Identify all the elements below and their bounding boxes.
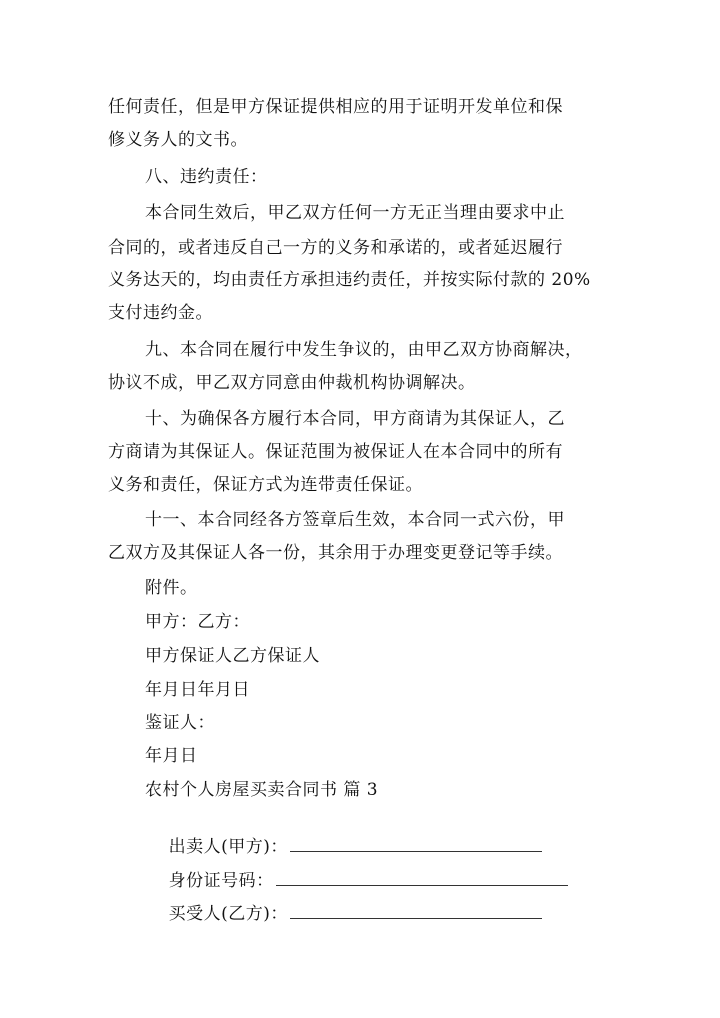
body-text-line: 支付违约金。 <box>108 303 213 323</box>
body-text-line: 本合同生效后，甲乙双方任何一方无正当理由要求中止 <box>145 203 565 223</box>
section-heading: 八、违约责任： <box>145 167 268 187</box>
body-text-line: 十、为确保各方履行本合同，甲方商请为其保证人，乙 <box>145 409 565 429</box>
field-label: 身份证号码： <box>168 871 274 891</box>
buyer-blank[interactable] <box>290 902 542 919</box>
field-label: 买受人(乙方)： <box>168 904 288 924</box>
body-text-line: 义务和责任，保证方式为连带责任保证。 <box>108 475 423 495</box>
guarantor-signature-line: 甲方保证人乙方保证人 <box>145 646 320 666</box>
body-text-line: 合同的，或者违反自己一方的义务和承诺的，或者延迟履行 <box>108 238 563 258</box>
body-text-line: 任何责任，但是甲方保证提供相应的用于证明开发单位和保 <box>108 97 563 117</box>
field-label: 出卖人(甲方)： <box>168 837 288 857</box>
body-text-line: 协议不成，甲乙双方同意由仲裁机构协调解决。 <box>108 373 476 393</box>
attachment-label: 附件。 <box>145 578 198 598</box>
date-line: 年月日 <box>145 746 198 766</box>
witness-line: 鉴证人： <box>145 713 215 733</box>
body-text-line: 方商请为其保证人。保证范围为被保证人在本合同中的所有 <box>108 442 563 462</box>
body-text-line: 修义务人的文书。 <box>108 130 248 150</box>
section-title: 农村个人房屋买卖合同书 篇 3 <box>145 780 379 800</box>
party-signature-line: 甲方：乙方： <box>145 612 250 632</box>
body-text-line: 乙双方及其保证人各一份，其余用于办理变更登记等手续。 <box>108 543 563 563</box>
body-text-line: 义务达天的，均由责任方承担违约责任，并按实际付款的 20% <box>108 270 591 290</box>
body-text-line: 十一、本合同经各方签章后生效，本合同一式六份，甲 <box>145 510 565 530</box>
date-line: 年月日年月日 <box>145 680 250 700</box>
buyer-field <box>145 882 542 944</box>
body-text-line: 九、本合同在履行中发生争议的，由甲乙双方协商解决， <box>145 340 583 360</box>
